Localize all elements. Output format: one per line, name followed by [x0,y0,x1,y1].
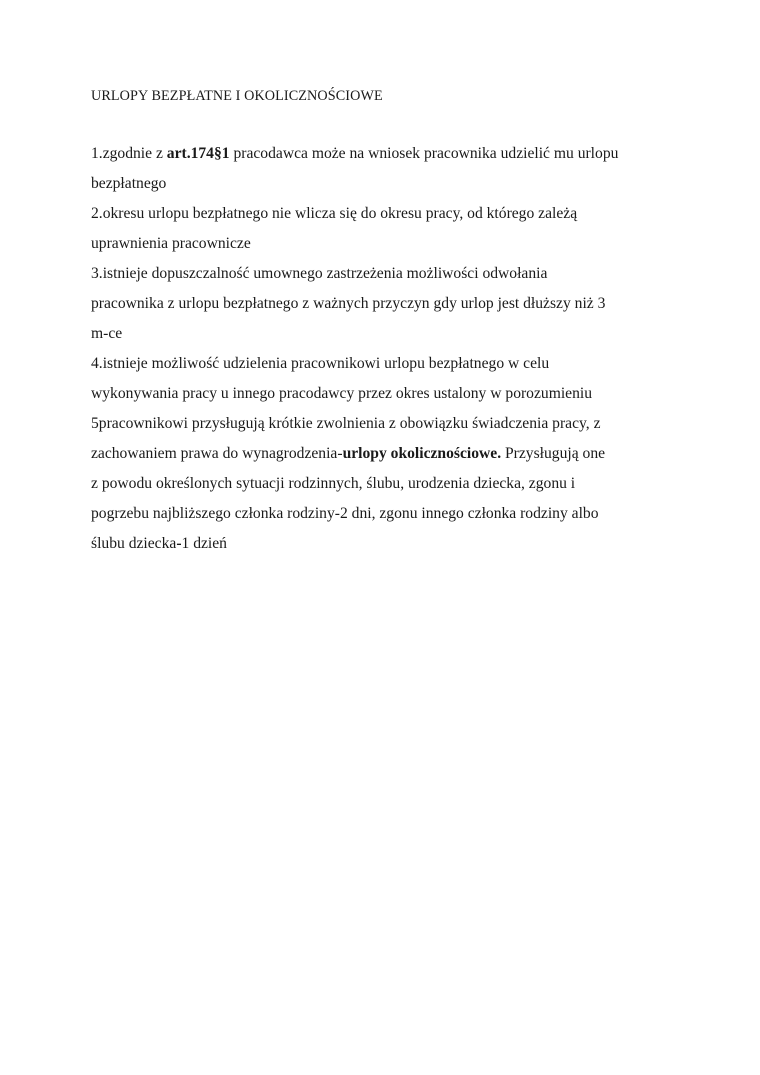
text-line-14 [91,529,681,559]
text-segment: 1.zgodnie z [91,145,167,162]
text-segment: zachowaniem prawa do wynagrodzenia- [91,445,343,462]
document-title: URLOPY BEZPŁATNE I OKOLICZNOŚCIOWE [91,88,383,104]
text-line-11 [91,439,681,469]
text-line-5: 3.istnieje dopuszczalność umownego zastrzeżenia możliwości odwołania [91,265,548,282]
text-line-13: pogrzebu najbliższego członka rodziny-2 dni, zgonu innego członka rodziny albo [91,505,599,522]
text-line-2: bezpłatnego [91,175,167,192]
text-line-7: m-ce [91,325,123,342]
text-line-9: wykonywania pracy u innego pracodawcy przez okres ustalony w porozumieniu [91,385,593,402]
text-segment: ślubu dziecka [91,535,177,552]
article-reference: art.174§1 [166,145,230,162]
text-segment: Przysługują one [501,445,606,462]
text-line-4: uprawnienia pracownicze [91,235,251,252]
bold-dash: - [176,535,182,552]
document-body [91,139,681,559]
text-line-1 [91,139,681,169]
text-line-3: 2.okresu urlopu bezpłatnego nie wlicza się do okresu pracy, od którego zależą [91,205,578,222]
text-line-10: 5pracownikowi przysługują krótkie zwolnienia z obowiązku świadczenia pracy, z [91,415,601,432]
text-line-6: pracownika z urlopu bezpłatnego z ważnych przyczyn gdy urlop jest dłuższy niż 3 [91,295,606,312]
text-segment: 1 dzień [181,535,227,552]
text-segment: pracodawca może na wniosek pracownika udzielić mu urlopu [229,145,619,162]
text-line-8: 4.istnieje możliwość udzielenia pracownikowi urlopu bezpłatnego w celu [91,355,550,372]
text-line-12: z powodu określonych sytuacji rodzinnych, ślubu, urodzenia dziecka, zgonu i [91,475,576,492]
bold-term: urlopy okolicznościowe. [342,445,502,462]
